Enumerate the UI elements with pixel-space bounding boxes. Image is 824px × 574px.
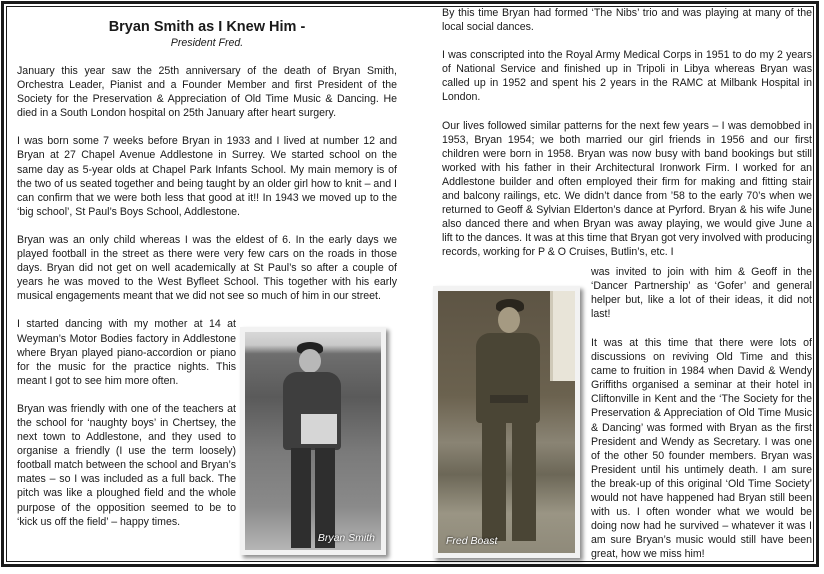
photo-image bbox=[438, 291, 575, 553]
photo-image bbox=[245, 332, 381, 550]
article-title: Bryan Smith as I Knew Him - bbox=[108, 19, 306, 35]
paragraph: Our lives followed similar patterns for the next few years – I was demobbed in 1953, Bryan 1954; we both married our girl friends in 1956 and our first children were born in 1958. Bryan was now busy with band bookings but still worked with his father in their Architectural Ironwork Firm. I worked for an Addlestone builder and often employed their firm for making and fitting stair and balcony railings, etc. We didn’t dance from ’58 to the early 70’s when we returned to Geoff & Sylvian Elderton’s dance at Pyrford. Bryan & his wife June also danced there and when Bryan was away playing, we would give June a lift to the dances. It was at this time that Bryan got very involved with producing records, working for P & O Cruises, Butlin’s, etc. I bbox=[442, 119, 812, 259]
article-byline: President Fred. bbox=[170, 37, 244, 49]
soldier-figure bbox=[476, 299, 540, 553]
paragraph: January this year saw the 25th anniversary of the death of Bryan Smith, Orchestra Leader, Pianist and a Founder Member and first President of the Society for the Preservation & Appreciation of Old Time Music & Dancing. He died in a South London hospital on 25th January after heart surgery. bbox=[17, 65, 397, 120]
paragraph: I was conscripted into the Royal Army Medical Corps in 1951 to do my 2 years of National Service and finished up in Tripoli in Libya whereas Bryan was called up in 1952 and spent his 2 years in the RAMC at Milbank Hospital in London. bbox=[442, 49, 812, 104]
paragraph: Bryan was an only child whereas I was the eldest of 6. In the early days we played football in the street as there were very few cars on the roads in those days. Bryan did not get on well academically at St Paul’s so after a couple of years he was moved to the West Byfleet School. This together with his early musical engagements meant that we did not see so much of him in our street. bbox=[17, 233, 397, 303]
soldier-figure bbox=[283, 342, 343, 550]
paragraph: It was at this time that there were lots of discussions on reviving Old Time and this came to fruition in 1984 when David & Wendy Griffiths organised a seminar at their hotel in Cliftonville in Kent and the ‘The Society for the Preservation & Appreciation of Old Time Music & Dancing’ was formed with Bryan as the first President and Wendy as Secretary. I was one of the other 50 founder members. Bryan was President until his untimely death. I am sure the break-up of this original ‘Old Time Society’ would not have happened had Bryan still been with us. I often wonder what we would be doing now had he survived – whatever it was I am sure Bryan’s music would still have been great, how we miss him! bbox=[591, 337, 812, 561]
photo-caption: Bryan Smith bbox=[317, 532, 375, 544]
paragraph: By this time Bryan had formed ‘The Nibs’ trio and was playing at many of the local social dances. bbox=[442, 7, 812, 34]
photo-fred-boast bbox=[433, 286, 580, 558]
paragraph: Bryan was friendly with one of the teachers at the school for ‘naughty boys’ in Chertsey, the next town to Addlestone, and they used to organise a friendly (I use the term loosely) football match between the school and Bryan’s mates – so I was included as a full back. The pitch was like a ploughed field and the whole purpose of the opposition seemed to be to ‘kick us off the field’ – happy times. bbox=[17, 402, 236, 528]
paragraph: I started dancing with my mother at 14 at Weyman’s Motor Bodies factory in Addlestone where Bryan played piano-accordion or piano for the music for the practice nights. This meant I got to see him more often. bbox=[17, 318, 236, 387]
right-column bbox=[442, 6, 812, 274]
photo-bryan-smith bbox=[240, 327, 386, 555]
photo-caption: Fred Boast bbox=[446, 535, 498, 547]
paragraph: I was born some 7 weeks before Bryan in 1933 and I lived at number 12 and Bryan at 27 Chapel Avenue Addlestone in Surrey. We started school on the same day as 5-year olds at Chapel Park Infants School. My main memory is of the two of us seated together and being taught by an older girl how to knit – and I can confirm that we were both less that good at it!! In 1943 we moved up to the ‘big school’, St Paul’s Boys School, Addlestone. bbox=[17, 135, 397, 218]
paragraph: was invited to join with him & Geoff in the ‘Dancer Partnership’ as ‘Gofer’ and general helper but, like a lot of their ideas, it did not last! bbox=[591, 266, 812, 321]
